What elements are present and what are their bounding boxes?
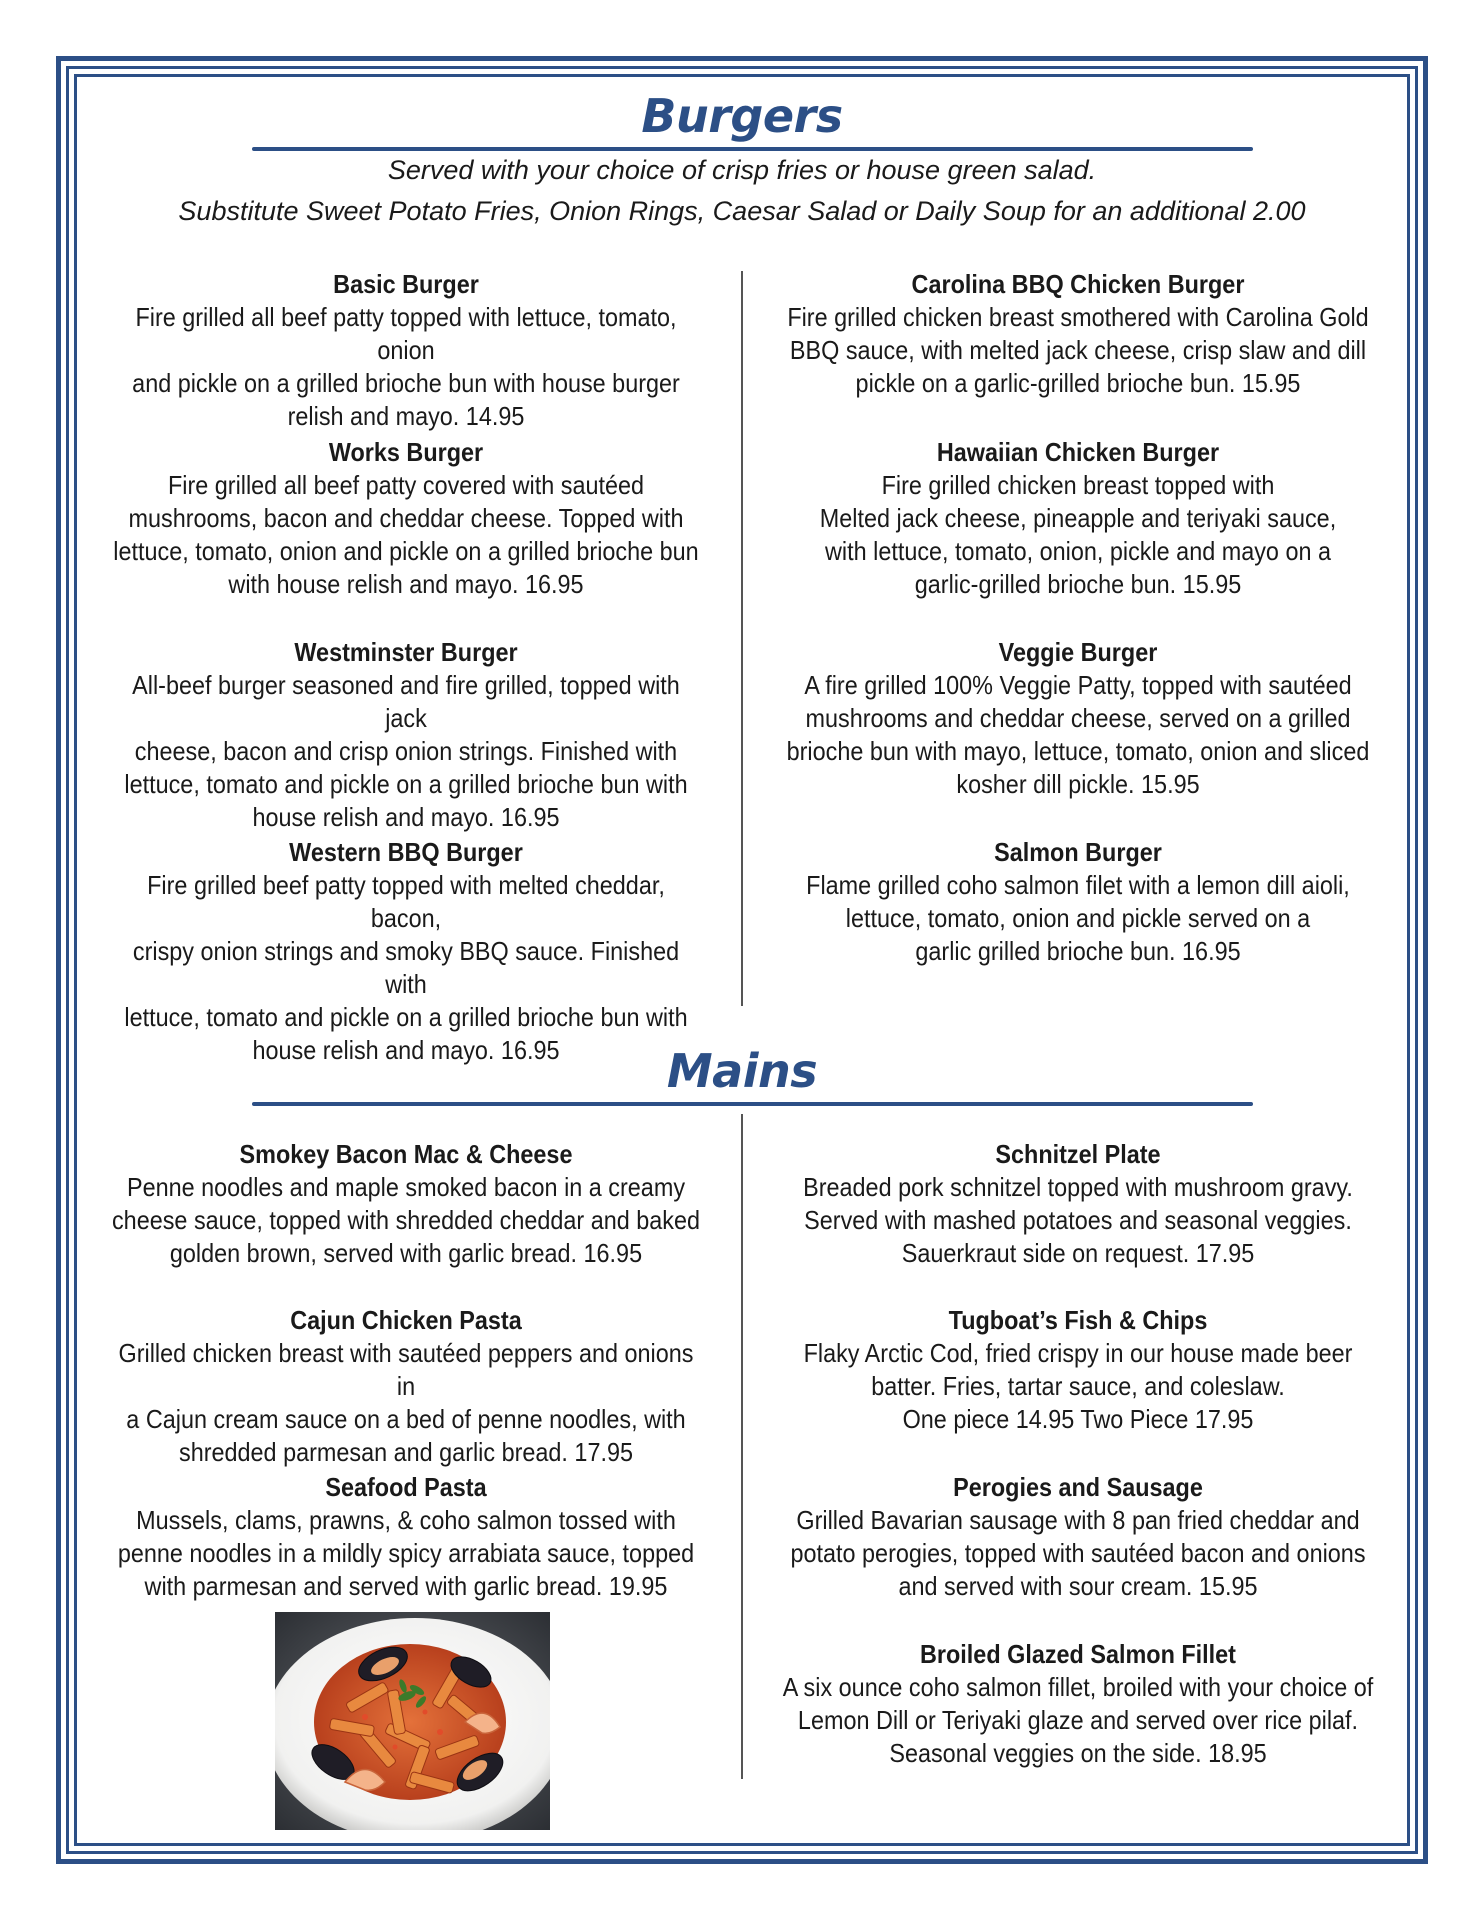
item-description: Grilled chicken breast with sautéed peppers and onions in a Cajun cream sauce on a bed of penne noodles, with shredded parmesan and garlic bread. 17.95: [118, 1338, 694, 1467]
menu-item-cajun-chicken-pasta: [76, 1304, 736, 1469]
item-name: Tugboat’s Fish & Chips: [948, 1305, 1208, 1335]
item-name: Broiled Glazed Salmon Fillet: [920, 1639, 1236, 1669]
item-description: Mussels, clams, prawns, & coho salmon tossed with penne noodles in a mildly spicy arrabiata sauce, topped with parmesan and served with garlic bread. 19.95: [117, 1505, 695, 1601]
item-description: Fire grilled beef patty topped with melted cheddar, bacon, crispy onion strings and smoky BBQ sauce. Finished with lettuce, tomato and pickle on a grilled brioche bun with house relish and mayo. 16.95: [124, 870, 688, 1065]
item-description: A fire grilled 100% Veggie Patty, topped with sautéed mushrooms and cheddar cheese, served on a grilled brioche bun with mayo, lettuce, tomato, onion and sliced kosher dill pickle. 15.95: [786, 670, 1370, 799]
menu-page: [76, 76, 1408, 1844]
menu-item-tugboats-fish-chips: [748, 1304, 1408, 1436]
seafood-pasta-photo: [275, 1612, 550, 1830]
burgers-title: Burgers: [641, 89, 843, 143]
item-description: Grilled Bavarian sausage with 8 pan fried cheddar and potato perogies, topped with sautéed bacon and onions and served with sour cream. 15.95: [790, 1505, 1366, 1601]
burgers-intro-line-2: Substitute Sweet Potato Fries, Onion Rings, Caesar Salad or Daily Soup for an additional 2.00: [178, 196, 1306, 226]
burgers-right-column: [748, 268, 1408, 966]
mains-right-column: [748, 1138, 1408, 1768]
menu-item-schnitzel-plate: [748, 1138, 1408, 1270]
item-description: Penne noodles and maple smoked bacon in a creamy cheese sauce, topped with shredded cheddar and baked golden brown, served with garlic bread. 16.95: [111, 1172, 701, 1268]
mains-left-column: [76, 1138, 736, 1601]
menu-item-carolina-bbq-chicken-burger: [748, 268, 1408, 400]
item-name: Schnitzel Plate: [995, 1139, 1161, 1169]
item-name: Smokey Bacon Mac & Cheese: [239, 1139, 573, 1169]
mains-title: Mains: [666, 1044, 818, 1098]
item-name: Hawaiian Chicken Burger: [936, 437, 1220, 467]
menu-item-salmon-burger: [748, 836, 1408, 968]
item-name: Veggie Burger: [998, 637, 1158, 667]
menu-item-smokey-bacon-mac-cheese: [76, 1138, 736, 1270]
item-description: All-beef burger seasoned and fire grilled, topped with jack cheese, bacon and crisp onion strings. Finished with lettuce, tomato and pickle on a grilled brioche bun with house relish and mayo. 16.95: [124, 670, 688, 832]
menu-item-broiled-glazed-salmon-fillet: [748, 1638, 1408, 1770]
item-name: Carolina BBQ Chicken Burger: [911, 269, 1245, 299]
mains-column-divider: [741, 1114, 743, 1779]
item-name: Seafood Pasta: [325, 1472, 487, 1502]
menu-item-westminster-burger: [76, 636, 736, 834]
item-name: Cajun Chicken Pasta: [290, 1305, 522, 1335]
item-name: Perogies and Sausage: [953, 1472, 1203, 1502]
item-description: Fire grilled chicken breast topped with Melted jack cheese, pineapple and teriyaki sauce, with lettuce, tomato, onion, pickle and mayo on a garlic-grilled brioche bun. 15.95: [819, 470, 1337, 599]
menu-item-western-bbq-burger: [76, 836, 736, 1067]
item-description: Flaky Arctic Cod, fried crispy in our house made beer batter. Fries, tartar sauce, and coleslaw. One piece 14.95 Two Piece 17.95: [803, 1338, 1353, 1434]
item-description: Fire grilled all beef patty covered with sautéed mushrooms, bacon and cheddar cheese. Topped with lettuce, tomato, onion and pickle on a grilled brioche bun with house relish and mayo. 16.95: [113, 470, 699, 599]
menu-item-hawaiian-chicken-burger: [748, 436, 1408, 601]
burgers-intro-line-1: Served with your choice of crisp fries or house green salad.: [387, 155, 1097, 185]
item-description: A six ounce coho salmon fillet, broiled with your choice of Lemon Dill or Teriyaki glaze and served over rice pilaf. Seasonal veggies on the side. 18.95: [782, 1672, 1374, 1768]
item-name: Westminster Burger: [294, 637, 518, 667]
menu-item-perogies-and-sausage: [748, 1471, 1408, 1603]
menu-item-basic-burger: [76, 268, 736, 433]
menu-item-veggie-burger: [748, 636, 1408, 801]
item-name: Western BBQ Burger: [289, 837, 523, 867]
item-name: Basic Burger: [333, 269, 479, 299]
pasta-dish-illustration: [275, 1612, 550, 1830]
menu-item-seafood-pasta: [76, 1471, 736, 1603]
burgers-left-column: [76, 268, 736, 1065]
item-description: Fire grilled chicken breast smothered with Carolina Gold BBQ sauce, with melted jack cheese, crisp slaw and dill pickle on a garlic-grilled brioche bun. 15.95: [787, 302, 1369, 398]
item-description: Flame grilled coho salmon filet with a lemon dill aioli, lettuce, tomato, onion and pickle served on a garlic grilled brioche bun. 16.95: [806, 870, 1350, 966]
mains-title-rule: [252, 1102, 1253, 1106]
item-name: Salmon Burger: [994, 837, 1162, 867]
item-description: Breaded pork schnitzel topped with mushroom gravy. Served with mashed potatoes and seasonal veggies. Sauerkraut side on request. 17.95: [803, 1172, 1353, 1268]
menu-item-works-burger: [76, 436, 736, 601]
item-description: Fire grilled all beef patty topped with lettuce, tomato, onion and pickle on a grilled brioche bun with house burger relish and mayo. 14.95: [132, 302, 680, 431]
burgers-column-divider: [741, 271, 743, 1006]
item-name: Works Burger: [328, 437, 484, 467]
